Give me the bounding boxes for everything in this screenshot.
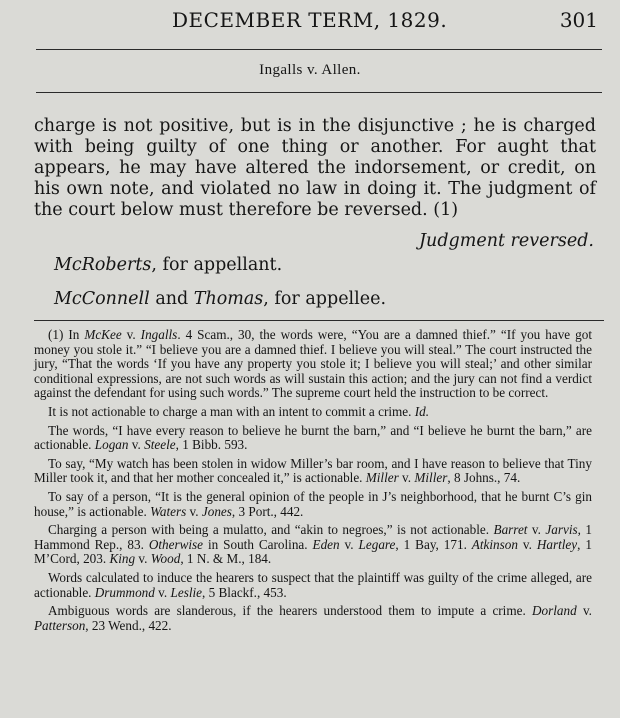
footnote-7 (34, 571, 592, 600)
footnote-2 (34, 405, 592, 420)
note-text: v. (186, 503, 202, 519)
running-head-title: DECEMBER TERM, 1829. (172, 8, 448, 32)
case-name: Hartley (536, 536, 578, 552)
case-name: Drummond (94, 584, 155, 600)
case-name: Eden (312, 536, 340, 552)
case-name: Miller (365, 470, 399, 486)
note-text: The words, “I have every reason to believe he burnt the barn,” and “I believe he burnt the barn,” are actionable. (34, 422, 592, 453)
appellee-role: , for appellee. (263, 289, 387, 309)
appellee-counsel-name-2: Thomas (193, 289, 264, 309)
note-text: v. (517, 536, 537, 552)
note-text: To say of a person, “It is the general opinion of the people in J’s neighborhood, that he burnt C’s gin house,” is actionable. (34, 488, 592, 519)
opinion-text (34, 116, 596, 221)
footnote-5 (34, 490, 592, 519)
appellee-and: and (149, 289, 194, 309)
counsel-appellant (54, 255, 282, 275)
case-title: Ingalls v. Allen. (259, 62, 361, 78)
case-name: Waters (150, 503, 187, 519)
note-text: v. (576, 603, 592, 619)
emphasis: Otherwise (148, 536, 204, 552)
footnote-8 (34, 604, 592, 633)
note-text: Ambiguous words are slanderous, if the hearers understood them to impute a crime. (48, 603, 532, 619)
case-name: Atkinson (471, 536, 518, 552)
footnotes (34, 328, 592, 637)
note-text: , 1 M’Cord, 203. (34, 536, 592, 567)
note-text: v. (398, 470, 415, 486)
appellee-counsel-name-1: McConnell (54, 289, 150, 309)
note-text: (1) In (48, 327, 85, 342)
appellant-role: , for appellant. (151, 255, 283, 275)
note-text: v. (128, 437, 145, 453)
footnote-6 (34, 523, 592, 567)
case-name: King (109, 551, 136, 567)
case-name: Patterson (34, 617, 86, 633)
note-text: v. (527, 522, 546, 538)
footnote-3 (34, 424, 592, 453)
appellant-counsel-name: McRoberts (54, 255, 152, 275)
opinion-paragraph: charge is not positive, but is in the disjunctive ; he is charged with being guilty of one thing or another. For aught that appears, he may have altered the indorsement, or credit, on his own note, and violated no law in doing it. The judgment of the court below must therefore be reversed. (1) (34, 116, 596, 220)
case-name: Ingalls (140, 327, 178, 342)
header-rule-bottom (36, 92, 602, 93)
note-text: v. (135, 551, 151, 567)
case-name: Jarvis (545, 522, 578, 538)
case-name: Wood (150, 551, 181, 567)
note-text: Charging a person with being a mulatto, and “akin to negroes,” is not actionable. (48, 522, 494, 538)
note-text: . 4 Scam., 30, the words were, “You are a damned thief.” “If you have got money you stole it.” “I believe you are a damned thief. I believe you will steal.” The court instructed the jury, “That the words ‘If you have any property you stole it; I believe you will steal;’ and other similar conditional expressions, are not such words as will sustain this action; and the jury can not find a verdict against the defendant for using such words.” The supreme court held the instruction to be correct. (34, 327, 592, 401)
running-head (0, 8, 620, 38)
note-text: , 1 Bay, 171. (395, 536, 472, 552)
case-name: Miller (414, 470, 448, 486)
note-text: , 1 Bibb. 593. (175, 437, 248, 453)
note-text: , 8 Johns., 74. (447, 470, 521, 486)
footnote-rule (34, 320, 604, 321)
footnote-1 (34, 328, 592, 401)
judgment-line: Judgment reversed. (419, 231, 594, 251)
counsel-appellee (54, 289, 386, 309)
citation: Id. (414, 403, 429, 419)
note-text: , 5 Blackf., 453. (202, 584, 287, 600)
case-name: McKee (84, 327, 122, 342)
note-text: v. (154, 584, 171, 600)
case-name: Dorland (532, 603, 577, 619)
case-name: Steele (144, 437, 176, 453)
page-number: 301 (559, 8, 598, 32)
note-text: , 3 Port., 442. (231, 503, 304, 519)
case-name: Logan (94, 437, 129, 453)
note-text: It is not actionable to charge a man with an intent to commit a crime. (48, 403, 415, 419)
case-name: Legare (358, 536, 396, 552)
case-name: Jones (201, 503, 232, 519)
footnote-4 (34, 457, 592, 486)
note-text: To say, “My watch has been stolen in widow Miller’s bar room, and I have reason to believe that Tiny Miller took it, and that her mother concealed it,” is actionable. (34, 455, 592, 486)
note-text: Words calculated to induce the hearers to suspect that the plaintiff was guilty of the crime alleged, are actionable. (34, 569, 592, 600)
note-text: in South Carolina. (203, 536, 313, 552)
case-name: Leslie (170, 584, 203, 600)
note-text: , 1 N. & M., 184. (180, 551, 272, 567)
note-text: , 1 Hammond Rep., 83. (34, 522, 592, 552)
header-rule-top (36, 49, 602, 50)
note-text: v. (339, 536, 359, 552)
note-text: v. (121, 327, 141, 342)
note-text: , 23 Wend., 422. (85, 617, 172, 633)
case-name: Barret (493, 522, 528, 538)
